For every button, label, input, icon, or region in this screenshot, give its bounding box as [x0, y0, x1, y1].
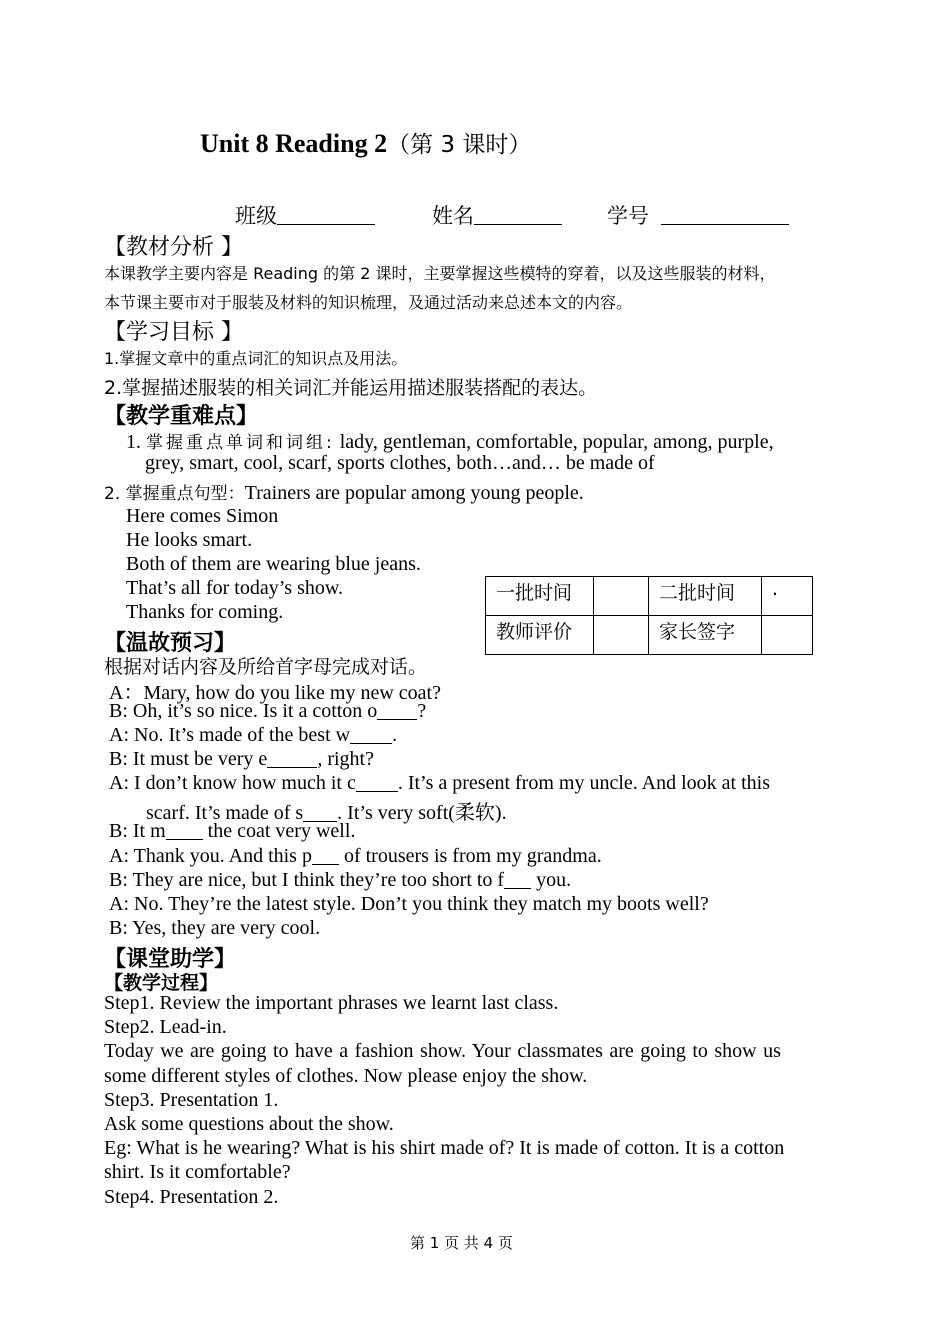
dialogue-line-4: B: It must be very e , right? — [109, 748, 374, 770]
analysis-line-1: 本课教学主要内容是 Reading 的第 2 课时，主要掌握这些模特的穿着，以及这些服装的材料， — [104, 264, 776, 283]
page-title — [200, 126, 531, 159]
dialogue-line-10: B: Yes, they are very cool. — [109, 917, 321, 939]
sentence-5: Thanks for coming. — [126, 601, 284, 623]
dialogue-line-7: A: Thank you. And this p of trousers is from my grandma. — [109, 845, 602, 867]
preview-instruction: 根据对话内容及所给首字母完成对话。 — [104, 656, 428, 678]
sentence-3: Both of them are wearing blue jeans. — [126, 553, 421, 575]
number-field[interactable] — [607, 200, 789, 230]
example-line-2: shirt. Is it comfortable? — [104, 1161, 291, 1183]
dialogue-line-5-cont: scarf. It’s made of s . It’s very soft(柔软). — [146, 802, 507, 824]
answer-blank[interactable] — [350, 725, 392, 744]
title-main: Unit 8 Reading 2 — [200, 129, 388, 158]
heading-preview: 【温故预习】 — [104, 631, 237, 656]
heading-key-points: 【教学重难点】 — [104, 404, 259, 429]
step-2: Step2. Lead-in. — [104, 1016, 227, 1038]
step-3: Step3. Presentation 1. — [104, 1089, 279, 1111]
class-blank[interactable] — [277, 202, 375, 225]
class-label: 班级 — [235, 204, 277, 228]
table-cell[interactable] — [594, 577, 649, 616]
lead-in-line-2: some different styles of clothes. Now please enjoy the show. — [104, 1065, 588, 1087]
table-cell: 教师评价 — [486, 616, 594, 655]
table-cell[interactable]: . — [762, 577, 813, 616]
dialogue-line-8: B: They are nice, but I think they’re too short to f you. — [109, 869, 572, 891]
heading-goals: 【学习目标 】 — [104, 320, 243, 345]
page-number: 第 1 页 共 4 页 — [410, 1234, 513, 1252]
sentence-1: Here comes Simon — [126, 505, 279, 527]
name-field[interactable] — [432, 200, 562, 230]
table-cell[interactable] — [594, 616, 649, 655]
table-cell: 一批时间 — [486, 577, 594, 616]
table-cell[interactable] — [762, 616, 813, 655]
heading-analysis: 【教材分析 】 — [104, 235, 243, 260]
answer-blank[interactable] — [504, 870, 531, 889]
goal-1: 1.掌握文章中的重点词汇的知识点及用法。 — [104, 349, 408, 368]
answer-blank[interactable] — [356, 773, 398, 792]
dialogue-line-2: B: Oh, it’s so nice. Is it a cotton o ? — [109, 700, 427, 722]
answer-blank[interactable] — [312, 846, 339, 865]
dialogue-line-9: A: No. They’re the latest style. Don’t you think they match my boots well? — [109, 893, 709, 915]
table-cell: 家长签字 — [649, 616, 762, 655]
answer-blank[interactable] — [267, 749, 317, 768]
step-1: Step1. Review the important phrases we learnt last class. — [104, 992, 559, 1014]
heading-class-help: 【课堂助学】 — [104, 947, 237, 972]
sentence-4: That’s all for today’s show. — [126, 577, 344, 599]
dialogue-line-5: A: I don’t know how much it c . It’s a present from my uncle. And look at this — [109, 772, 770, 794]
title-lesson: （第 3 课时） — [387, 132, 532, 158]
key-point-2: 2. 掌握重点句型：Trainers are popular among young people. — [104, 482, 584, 504]
lead-in-line-1: Today we are going to have a fashion show. Your classmates are going to show us — [104, 1040, 781, 1062]
step-4: Step4. Presentation 2. — [104, 1186, 279, 1208]
table-cell: 二批时间 — [649, 577, 762, 616]
key-point-1-cont: grey, smart, cool, scarf, sports clothes, both…and… be made of — [145, 452, 655, 474]
sentence-2: He looks smart. — [126, 529, 253, 551]
number-blank[interactable] — [661, 202, 789, 225]
name-blank[interactable] — [474, 202, 562, 225]
review-table — [485, 576, 813, 655]
dialogue-line-6: B: It m the coat very well. — [109, 820, 356, 842]
dialogue-line-1: A：Mary, how do you like my new coat? — [109, 682, 441, 704]
dialogue-line-3: A: No. It’s made of the best w . — [109, 724, 398, 746]
answer-blank[interactable] — [377, 701, 417, 720]
heading-teaching-process: 【教学过程】 — [104, 972, 219, 994]
key-point-1: 1. 掌握重点单词和词组: lady, gentleman, comfortable, popular, among, purple, — [126, 431, 774, 453]
table-row — [486, 577, 813, 616]
goal-2: 2.掌握描述服装的相关词汇并能运用描述服装搭配的表达。 — [104, 377, 598, 399]
analysis-line-2: 本节课主要市对于服装及材料的知识梳理，及通过活动来总述本文的内容。 — [104, 293, 633, 312]
number-label: 学号 — [607, 204, 649, 228]
table-row — [486, 616, 813, 655]
answer-blank[interactable] — [166, 821, 203, 840]
class-field[interactable] — [235, 200, 375, 230]
example-line-1: Eg: What is he wearing? What is his shirt made of? It is made of cotton. It is a cotton — [104, 1137, 785, 1159]
name-label: 姓名 — [432, 204, 474, 228]
ask-questions: Ask some questions about the show. — [104, 1113, 394, 1135]
